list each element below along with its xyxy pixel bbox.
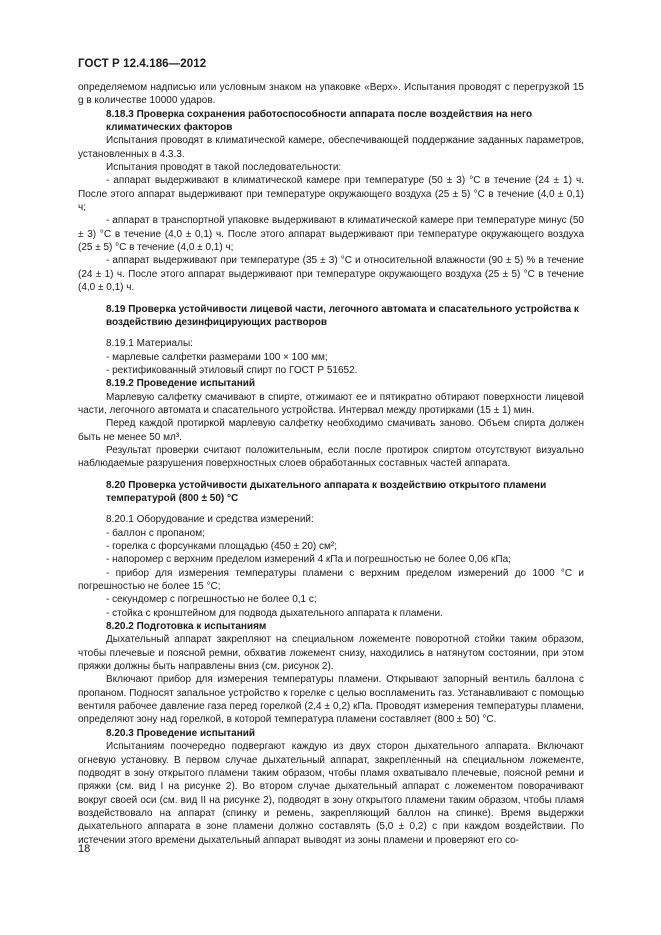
paragraph: Марлевую салфетку смачивают в спирте, отжимают ее и пятикратно обтирают поверхности лицевой части, легочного автомата и спасательного устройства. Интервал между протирками (15 ± 1) мин. xyxy=(78,391,584,416)
paragraph: Перед каждой протиркой марлевую салфетку необходимо смачивать заново. Объем спирта должен быть не менее 50 мл³. xyxy=(78,418,584,443)
paragraph: Испытания проводят в климатической камере, обеспечивающей поддержание заданных параметров, установленных в 4.3.3. xyxy=(78,135,584,160)
list-item: - горелка с форсунками площадью (450 ± 20) см²; xyxy=(106,541,338,552)
section-heading-8-20-2: 8.20.2 Подготовка к испытаниям xyxy=(106,621,267,633)
list-item: - стойка с кронштейном для подвода дыхательного аппарата к пламени. xyxy=(106,607,443,619)
list-item: - аппарат выдерживают в климатической камере при температуре (50 ± 3) °С в течение (24 ± 1) ч. После этого аппарат выдерживают при температуре окружающего воздуха (25 ± 5) °С в течение (4,0 ± 0,1) ч; xyxy=(78,175,584,214)
section-heading-8-20-3: 8.20.3 Проведение испытаний xyxy=(106,727,256,739)
list-item: - прибор для измерения температуры пламени с верхним пределом измерений до 1000 °С и погрешностью не более 15 °С; xyxy=(78,567,584,593)
list-item: - аппарат в транспортной упаковке выдерживают в климатической камере при температуре минус (50 ± 3) °С в течение (4,0 ± 0,1) ч. После этого аппарат выдерживают при температуре окружающего воздуха (25 ± 5) °С в течение (4,0 ± 0,1) ч; xyxy=(78,215,584,254)
list-item: - напоромер с верхним пределом измерений 4 кПа и погрешностью не более 0,06 кПа; xyxy=(106,554,511,566)
list-item: - аппарат выдерживают при температуре (35 ± 3) °С и относительной влажности (90 ± 5) % в течение (24 ± 1) ч. После этого аппарат выдерживают при температуре окружающего воздуха (25 ± 5) °С в течение (4,0 ± 0,1) ч. xyxy=(78,255,584,294)
paragraph: Результат проверки считают положительным, если после протирок спиртом отсутствуют визуально наблюдаемые разрушения поверхностных слоев обработанных составных частей аппарата. xyxy=(78,444,584,470)
paragraph: Испытаниям поочередно подвергают каждую из двух сторон дыхательного аппарата. Включают огневую установку. В первом случае дыхательный аппарат, закрепленный на специальном ложементе, подводят в зону открытого пламени таким образом, чтобы пламя охватывало плечевые, поясной ремни и пряжки (см. вид I на рисунке 2). Во втором случае дыхательный аппарат с ложементом поворачивают вокруг своей оси (см. вид II на рисунке 2), подводят в зону открытого пламени таким образом, чтобы пламя воздействовало на аппарат (спинку и ремень, закрепляющий баллон на спинке). Время выдержки дыхательного аппарата в зоне пламени должно составлять (5,0 ± 0,2) с при каждом воздействии. По истечении этого времени дыхательный аппарат выводят из зоны пламени и проверяют его со- xyxy=(78,741,584,846)
list-item: - секундомер с погрешностью не более 0,1 с; xyxy=(106,594,317,606)
list-item: - ректификованный этиловый спирт по ГОСТ Р 51652. xyxy=(106,364,358,376)
list-item: - баллон с пропаном; xyxy=(106,527,205,539)
paragraph: 8.20.1 Оборудование и средства измерений: xyxy=(106,514,314,526)
document-code-header: ГОСТ Р 12.4.186—2012 xyxy=(78,58,207,70)
section-heading-8-18-3: 8.18.3 Проверка сохранения работоспособности аппарата после воздействия на него климатических факторов xyxy=(106,108,533,134)
section-heading-8-20: 8.20 Проверка устойчивости дыхательного аппарата к воздействию открытого пламени температурой (800 ± 50) °С xyxy=(106,479,547,504)
list-item: - марлевые салфетки размерами 100 × 100 мм; xyxy=(106,351,328,363)
paragraph: Испытания проводят в такой последовательности: xyxy=(106,162,342,174)
page-number: 18 xyxy=(78,843,91,855)
paragraph: Включают прибор для измерения температуры пламени. Открывают запорный вентиль баллона с пропаном. Подносят запальное устройство к горелке с целью воспламенить газ. Устанавливают с помощью вентиля рабочее давление газа перед горелкой (2,4 ± 0,2) кПа. Проводят измерения температуры пламени, определяют зону над горелкой, в которой температура пламени составляет (800 ± 50) °С. xyxy=(78,674,584,726)
paragraph: определяемом надписью или условным знаком на упаковке «Верх». Испытания проводят с перегрузкой 15 g в количестве 10000 ударов. xyxy=(78,82,584,107)
section-heading-8-19-2: 8.19.2 Проведение испытаний xyxy=(106,378,256,390)
paragraph: 8.19.1 Материалы: xyxy=(106,338,193,350)
paragraph: Дыхательный аппарат закрепляют на специальном ложементе поворотной стойки таким образом, чтобы плечевые и поясной ремни, обхватив ложемент снизу, находились в натянутом состоянии, при этом пряжки должны быть направлены вниз (см. рисунок 2). xyxy=(78,634,584,673)
section-heading-8-19: 8.19 Проверка устойчивости лицевой части, легочного автомата и спасательного устройства к воздействию дезинфицирующих растворов xyxy=(106,303,579,328)
document-body xyxy=(78,81,584,847)
